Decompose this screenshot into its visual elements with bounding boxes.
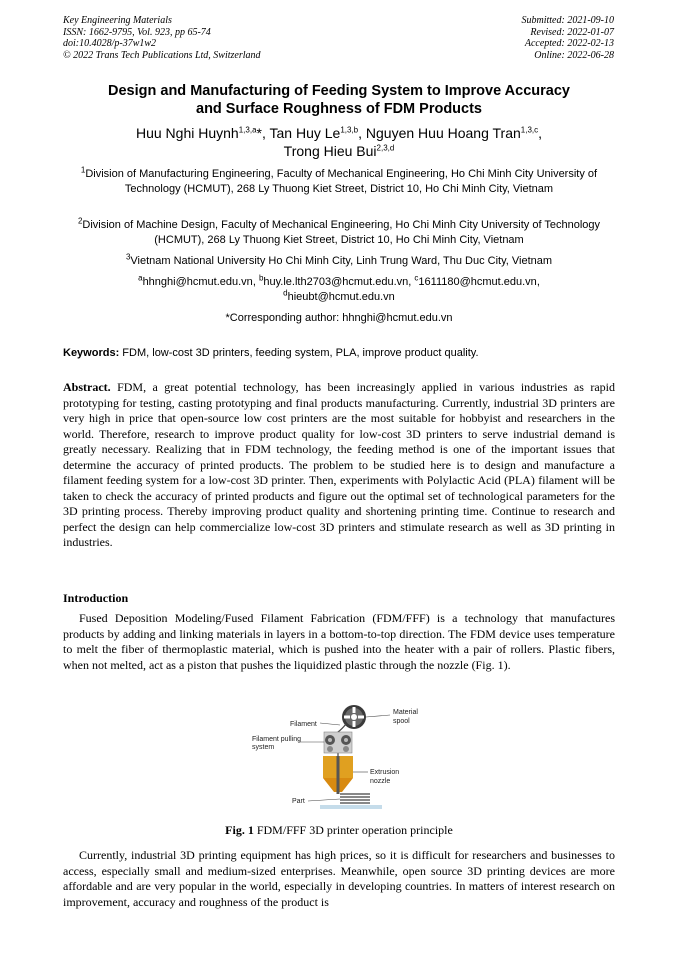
email-link[interactable]: hieubt@hcmut.edu.vn [287, 290, 395, 303]
revised-date: Revised: 2022-01-07 [530, 26, 614, 38]
author-separator: , [261, 125, 270, 141]
keywords-text: FDM, low-cost 3D printers, feeding system, PLA, improve product quality. [119, 347, 479, 359]
email-marker: b [258, 273, 264, 283]
journal-header-left [63, 15, 261, 61]
email-link[interactable]: 1611180@hcmut.edu.vn [418, 276, 537, 288]
label-filament-pulling-2: system [252, 744, 275, 751]
affiliation-number: 1 [80, 165, 86, 175]
journal-header-right [522, 15, 615, 61]
affiliation-3 [63, 254, 615, 269]
figure-caption-label: Fig. 1 [225, 823, 254, 837]
label-filament-pulling: Filament pulling [252, 736, 302, 743]
paper-title [63, 82, 615, 118]
keywords [63, 346, 615, 360]
author-affiliation-marker: 1,3,a [238, 125, 257, 135]
introduction-paragraph-1: Fused Deposition Modeling/Fused Filament Fabrication (FDM/FFF) is a technology that manufactures products by adding and linking materials in layers in a bottom-to-top direction. The FDM device uses temperature to melt the fiber of thermoplastic material, which is pushed into the heater with a pair of rollers. Plastic fibers, when not melted, act as a piston that pushes the liquidized plastic through the nozzle (Fig. 1). [63, 611, 615, 672]
email-marker: c [414, 273, 419, 283]
author-affiliation-marker: 1,3,b [340, 125, 359, 135]
label-material-spool-2: spool [393, 718, 410, 725]
journal-copyright: © 2022 Trans Tech Publications Ltd, Switzerland [63, 49, 261, 61]
abstract [63, 380, 615, 551]
accepted-date: Accepted: 2022-02-13 [524, 38, 614, 49]
label-part: Part [292, 798, 305, 805]
filament-pulling-rollers-icon [324, 732, 352, 753]
extrusion-nozzle-icon [323, 756, 353, 794]
email-link[interactable]: huy.le.lth2703@hcmut.edu.vn [263, 276, 409, 288]
journal-name: Key Engineering Materials [63, 15, 172, 26]
paper-title-line-2: and Surface Roughness of FDM Products [196, 101, 482, 117]
affiliation-1 [63, 167, 615, 196]
figure-caption [63, 823, 615, 838]
journal-doi: doi:10.4028/p-37w1w2 [63, 38, 157, 49]
figure-fdm-principle [250, 704, 430, 812]
fdm-diagram [250, 704, 430, 812]
label-material-spool: Material [393, 709, 418, 716]
keywords-label: Keywords: [63, 347, 120, 359]
affiliation-text: Division of Machine Design, Faculty of Mechanical Engineering, Ho Chi Minh City University of Technology (HCMUT), 268 Ly Thuong Kiet Street, District 10, Ho Chi Minh City, Vietnam [82, 219, 601, 246]
email-marker: d [283, 287, 288, 297]
figure-caption-text: FDM/FFF 3D printer operation principle [253, 823, 453, 837]
author-list [63, 124, 615, 160]
label-filament: Filament [290, 721, 317, 728]
label-extrusion-nozzle: Extrusion [370, 769, 400, 776]
email-marker: a [138, 273, 143, 283]
author-affiliation-marker: 2,3,d [376, 143, 395, 153]
online-date: Online: 2022-06-28 [534, 49, 614, 61]
author-name: Trong Hieu Bui [283, 143, 377, 159]
printed-part-icon [320, 793, 382, 809]
abstract-label: Abstract. [63, 380, 111, 394]
submitted-date: Submitted: 2021-09-10 [521, 15, 614, 26]
author-separator: , [358, 125, 366, 141]
author-affiliation-marker: 1,3,c [520, 125, 539, 135]
introduction-paragraph-2: Currently, industrial 3D printing equipment has high prices, so it is difficult for researchers and businesses to access, especially small and medium-sized enterprises. Meanwhile, open source 3D printing devices are more affordable and are very popular in the world, especially in developing countries. In matters of interest research on improvement, accuracy and roughness of the product is [63, 848, 615, 909]
affiliation-2 [63, 218, 615, 247]
abstract-text: FDM, a great potential technology, has been increasingly applied in various industries as rapid prototyping for testing, casting prototyping and final products manufacturing. Currently, industrial 3D printers are very high in price that open-source low cost printers are the most suitable for hobbyist and researchers in the world. Therefore, research to improve product quality for low-cost 3D printers to serve industrial demand is greatly necessary. Realizing that in FDM technology, the feeding method is one of the important issues that determine the accuracy of printed products. The problem to be studied here is to design and manufacture a filament feeding system for a low-cost 3D printer. Then, experiments with Polylactic Acid (PLA) filament will be taken to check the accuracy of printed products and figure out the optimal set of technological parameters for the 3D printing process. Thereby improving product quality and shortening printing time. Continue to research and perfect the design can help commercialize low-cost 3D printers and stimulate research as well as 3D printing in industries. [63, 380, 615, 549]
author-emails: $^a$hhnghi@hcmut.edu.vn, $^b$huy.le.lth2703@hcmut.edu.vn, $^c$1611180@hcmut.edu.vn, $^d$hieubt@hcmut.edu.vn [138, 273, 540, 303]
label-extrusion-nozzle-2: nozzle [370, 778, 391, 785]
affiliation-number: 2 [77, 216, 83, 226]
author-name: Tan Huy Le [269, 125, 341, 141]
affiliation-text: Division of Manufacturing Engineering, Faculty of Mechanical Engineering, Ho Chi Minh City University of Technology (HCMUT), 268 Ly Thuong Kiet Street, District 10, Ho Chi Minh City, Vietnam [85, 168, 598, 195]
corresponding-author: *Corresponding author: hhnghi@hcmut.edu.vn [225, 312, 453, 324]
paper-title-line-1: Design and Manufacturing of Feeding System to Improve Accuracy [108, 83, 570, 99]
journal-issn: ISSN: 1662-9795, Vol. 923, pp 65-74 [63, 26, 211, 38]
section-heading-introduction: Introduction [63, 591, 129, 605]
author-separator: , [538, 125, 543, 141]
author-name: Huu Nghi Huynh [135, 125, 239, 141]
author-name: Nguyen Huu Hoang Tran [365, 125, 521, 141]
corresponding-marker: * [256, 125, 262, 141]
affiliation-text: Vietnam National University Ho Chi Minh City, Linh Trung Ward, Thu Duc City, Vietnam [130, 255, 553, 267]
email-link[interactable]: hhnghi@hcmut.edu.vn [142, 276, 253, 288]
affiliation-number: 3 [125, 252, 131, 262]
